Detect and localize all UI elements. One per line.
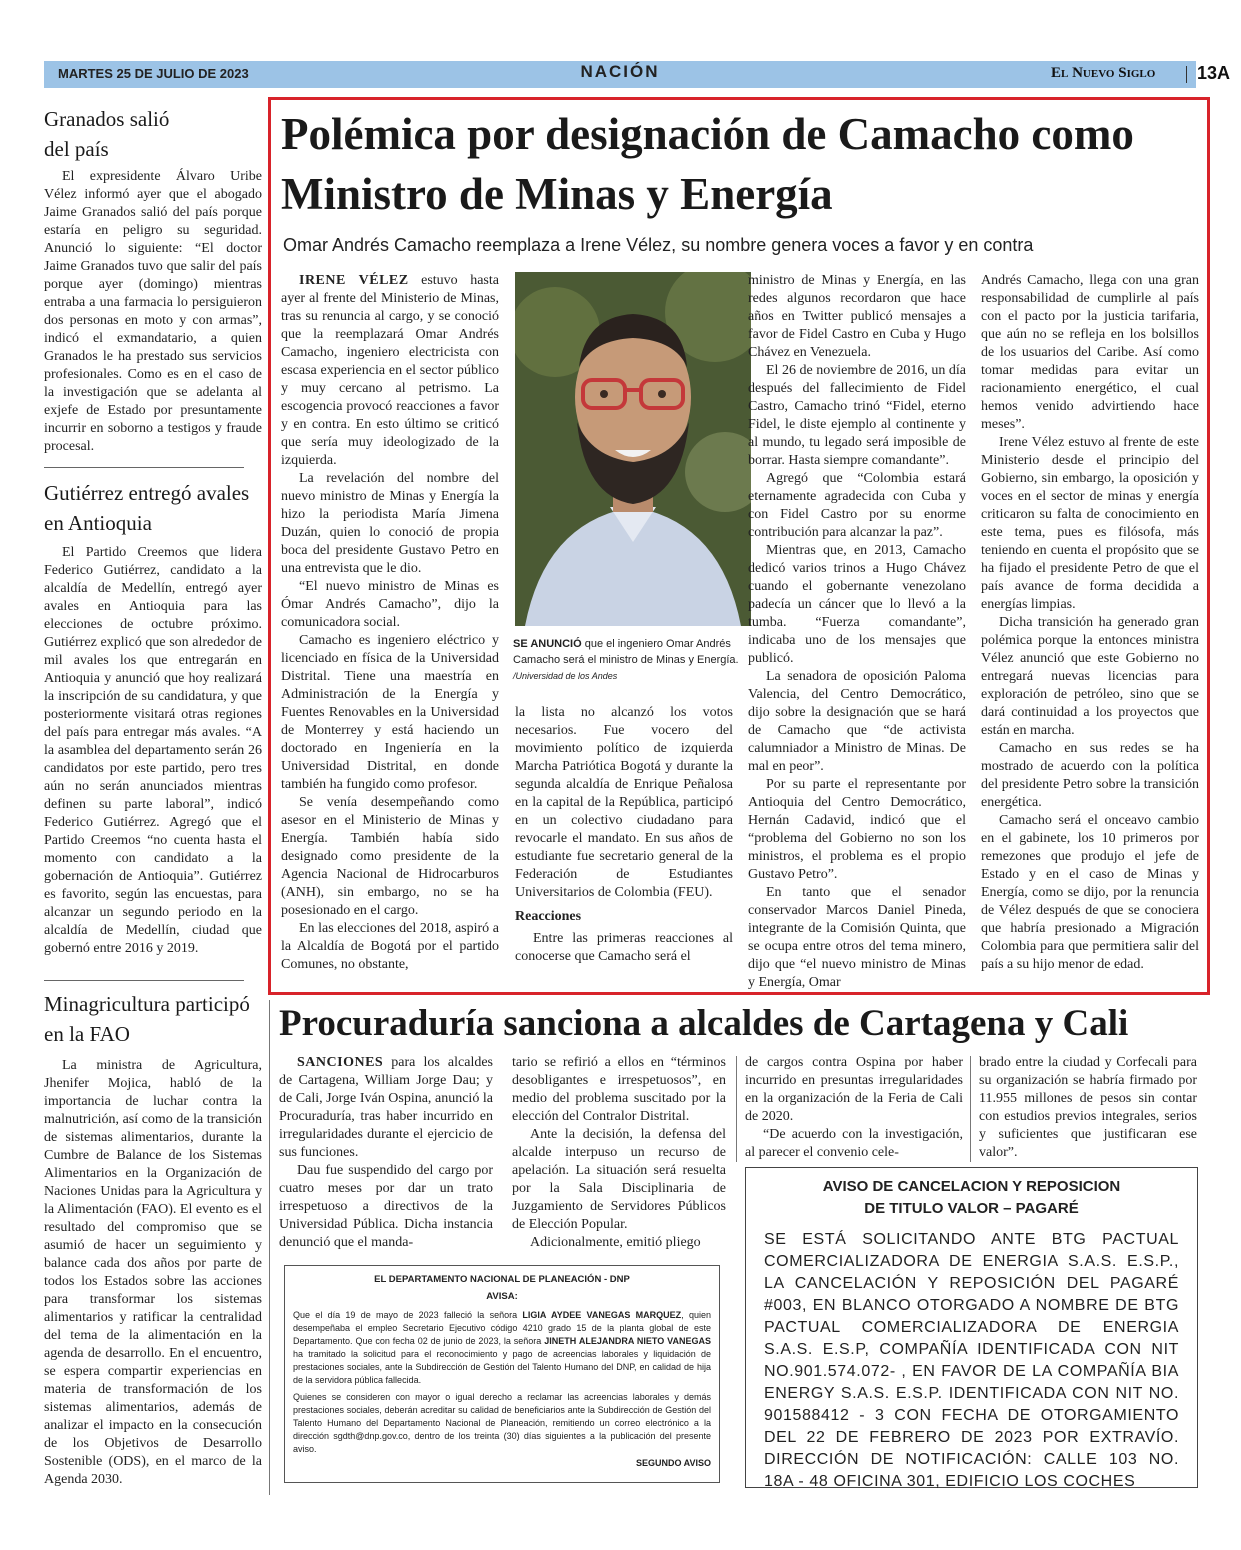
paragraph: En tanto que el senador conservador Marcos Daniel Pineda, integrante de la Comisión Quinta, que se ocupa entre otros del tema minero, dijo que “el nuevo ministro de Minas y Energía, Omar bbox=[748, 885, 966, 990]
paragraph: La revelación del nombre del nuevo ministro de Minas y Energía la hizo la periodista María Jimena Duzán, quien lo conoció de propia boca del presidente Gustavo Petro en una entrevista que le dio. bbox=[281, 471, 499, 576]
sidebar-story-body: La ministra de Agricultura, Jhenifer Mojica, habló de la importancia de luchar contra la malnutrición, así como de la transición de sistemas alimentarios, durante la Cumbre de Balance de los Sistemas Alimentarios en la Organización de Naciones Unidas para la Agricultura y la Alimentación (FAO). El evento es el resultado del compromiso que se asumió de hacer un seguimiento y balance cada dos años por parte de todos los Estados sobre las acciones para transformar los sistemas alimentarios y ratificar la centralidad del tema de la alimentación en la agenda de desarrollo. En el encuentro, se espera compartir experiencias en materia de transformación de los sistemas alimentarios, además de analizar el impacto en la consecución de los Objetivos de Desarrollo Sostenible (ODS), en el marco de la Agenda 2030. bbox=[44, 1058, 262, 1487]
page-number: 13A bbox=[1197, 63, 1231, 83]
main-headline: Polémica por designación de Camacho como Ministro de Minas y Energía bbox=[281, 109, 1134, 219]
paragraph: Se venía desempeñando como asesor en el Ministerio de Minas y Energía. También había sido designado como presidente de la Agencia Nacional de Hidrocarburos (ANH), sin embargo, no se ha posesionado en el cargo. bbox=[281, 795, 499, 918]
page-header bbox=[44, 61, 1231, 88]
minister-photo bbox=[515, 272, 751, 626]
paragraph: Adicionalmente, emitió pliego bbox=[530, 1235, 701, 1250]
second-headline: Procuraduría sanciona a alcaldes de Cartagena y Cali bbox=[279, 1003, 1129, 1044]
paragraph: Dau fue suspendido del cargo por cuatro meses por dar un trato irrespetuoso a directivos de la Universidad Pública. Dicha instancia denunció que el manda- bbox=[279, 1163, 493, 1250]
main-column-4 bbox=[981, 272, 1199, 974]
main-column-1 bbox=[281, 272, 499, 974]
paragraph: Andrés Camacho, llega con una gran responsabilidad de cumplirle al país con el pacto por la justicia tarifaria, que aún no se refleja en los bolsillos de los usuarios del Caribe. Así como tomar medidas para evitar un racionamiento energético, el cual hemos venido advirtiendo hace meses”. bbox=[981, 273, 1199, 432]
paragraph: Por su parte el representante por Antioquia del Centro Democrático, Hernán Cadavid, indicó que el “problema del Gobierno no son los ministros, el problema es el propio Gustavo Petro”. bbox=[748, 777, 966, 882]
notice-title: AVISO DE CANCELACION Y REPOSICION bbox=[822, 1178, 1121, 1195]
paragraph: Camacho es ingeniero eléctrico y licenciado en física de la Universidad Distrital. Tiene una maestría en Administración de la Energía y Fuentes Renovables en la Universidad de Monterrey y está haciendo un doctorado en Ingeniería en la Universidad Distrital, en donde también ha fungido como profesor. bbox=[281, 633, 499, 792]
second-column-2 bbox=[512, 1054, 726, 1252]
second-column-3 bbox=[745, 1054, 963, 1162]
paragraph: IRENE VÉLEZ estuvo hasta ayer al frente del Ministerio de Minas, tras su renuncia al cargo, y se conoció que la reemplazará Omar Andrés Camacho, ingeniero electricista con escasa experiencia en el sector público y muy cercano al petrismo. La escogencia provocó reacciones a favor y en contra. En esto último se criticó que sería muy ideologizado de la izquierda. bbox=[281, 273, 499, 468]
paragraph: Ante la decisión, la defensa del alcalde interpuso un recurso de apelación. La situación será resuelta por la Sala Disciplinaria de Juzgamiento de Servidores Públicos de Elección Popular. bbox=[512, 1127, 726, 1232]
second-column-4 bbox=[979, 1054, 1197, 1162]
caption-lead: SE ANUNCIÓ bbox=[513, 638, 582, 650]
newspaper-name: El Nuevo Siglo bbox=[1051, 65, 1156, 81]
main-subheadline: Omar Andrés Camacho reemplaza a Irene Vélez, su nombre genera voces a favor y en contra bbox=[283, 235, 1034, 255]
paragraph: de cargos contra Ospina por haber incurrido en presuntas irregularidades en la organización de la Feria de Cali de 2020. bbox=[745, 1055, 963, 1124]
paragraph: “El nuevo ministro de Minas es Ómar Andrés Camacho”, dijo la comunicadora social. bbox=[281, 579, 499, 630]
sidebar-story-gutierrez bbox=[44, 478, 262, 958]
paragraph: En las elecciones del 2018, aspiró a la Alcaldía de Bogotá por el partido Comunes, no obstante, bbox=[281, 921, 499, 972]
paragraph: La senadora de oposición Paloma Valencia, del Centro Democrático, dijo sobre la designación que se hará de Camacho que “de activista calumniador a Ministro de Minas. De mal en peor”. bbox=[748, 669, 966, 774]
sidebar-story-granados bbox=[44, 104, 262, 456]
paragraph: tario se refirió a ellos en “términos desobligantes e irrespetuosos”, en medio del problema suscitado por la elección del Contralor Distrital. bbox=[512, 1055, 726, 1124]
paragraph: la lista no alcanzó los votos necesarios. Fue vocero del movimiento político de izquierda Marcha Patriótica Bogotá y durante la segunda alcaldía de Enrique Peñalosa en la capital de la República, participó en un colectivo ciudadano para revocarle el mandato. En sus años de estudiante fue secretario general de la Federación de Estudiantes Universitarios de Colombia (FEU). bbox=[515, 705, 733, 900]
notice-signature: SEGUNDO AVISO bbox=[635, 1458, 711, 1468]
notice-paragraph: Quienes se consideren con mayor o igual derecho a reclamar las acreencias laborales y demás prestaciones sociales, deberán acreditar su calidad de beneficiarios ante la Subdirección de Gestión del Talento Humano del Departamento Nacional de Planeación, remitiendo un correo electrónico a la dirección sgdth@dnp.gov.co, dentro de los treinta (30) días siguientes a la publicación del presente aviso. bbox=[293, 1392, 711, 1454]
publication-date: MARTES 25 DE JULIO DE 2023 bbox=[58, 66, 249, 81]
photo-caption: SE ANUNCIÓ que el ingeniero Omar Andrés Camacho será el ministro de Minas y Energía. /Universidad de los Andes bbox=[513, 638, 739, 681]
notice-body: SE ESTÁ SOLICITANDO ANTE BTG PACTUAL COMERCIALIZADORA DE ENERGIA S.A.S. E.S.P., LA CANCELACIÓN Y REPOSICIÓN DEL PAGARÉ #003, EN BLANCO OTORGADO A NOMBRE DE BTG PACTUAL COMERCIALIZADORA DE ENERGIA S.A.S. E.S.P, COMPAÑÍA IDENTIFICADA CON NIT NO.901.574.072- , EN FAVOR DE LA COMPAÑÍA BIA ENERGY S.A.S. E.S.P. IDENTIFICADA CON NIT NO. 901588412 - 3 CON FECHA DE OTORGAMIENTO DEL 22 DE FEBRERO DE 2023 POR EXTRAVÍO. DIRECCIÓN DE NOTIFICACIÓN: CALLE 103 NO. 18A - 48 OFICINA 301, EDIFICIO LOS COCHES bbox=[764, 1231, 1179, 1490]
dnp-notice bbox=[284, 1265, 720, 1483]
column-divider bbox=[736, 1056, 737, 1162]
sidebar-story-title: Granados salió del país bbox=[44, 107, 170, 161]
second-column-1 bbox=[279, 1054, 493, 1252]
paragraph: Camacho será el onceavo cambio en el gabinete, los 10 primeros por remezones que produjo el jefe de Estado y en el caso de Minas y Energía, como se dijo, por la renuncia de Vélez después de que se conociera que habría presionado a Migración Colombia para que permitiera salir del país a su hijo menor de edad. bbox=[981, 813, 1199, 972]
column-divider bbox=[970, 1056, 971, 1162]
notice-subtitle: AVISA: bbox=[486, 1291, 518, 1302]
main-column-3 bbox=[748, 272, 966, 992]
photo-credit: /Universidad de los Andes bbox=[513, 671, 618, 681]
column-divider bbox=[269, 1000, 270, 1495]
paragraph: Irene Vélez estuvo al frente de este Ministerio desde el principio del Gobierno, sin embargo, la oposición y voces en el sector de minas y energía criticaron su falta de conocimiento en este tema, pues es filósofa, más teniendo en cuenta el propósito que se ha fijado el presidente Petro de que el país avance de forma decidida a energías limpias. bbox=[981, 435, 1199, 612]
main-column-2 bbox=[515, 704, 733, 966]
paragraph: El 26 de noviembre de 2016, un día después del fallecimiento de Fidel Castro, Camacho trinó “Fidel, eterno Fidel, le diste ejemplo al continente y al mundo, tu legado será imposible de borrar. Hasta siempre comandante”. bbox=[748, 363, 966, 468]
notice-title: EL DEPARTAMENTO NACIONAL DE PLANEACIÓN - DNP bbox=[374, 1274, 630, 1285]
notice-subtitle: DE TITULO VALOR – PAGARÉ bbox=[864, 1200, 1079, 1217]
paragraph: brado entre la ciudad y Corfecali para su organización se habría firmado por 11.955 millones de pesos sin contar con estudios previos integrales, serios y suficientes que justificaran ese valor”. bbox=[979, 1055, 1197, 1160]
portrait-illustration bbox=[515, 272, 751, 626]
sidebar-story-minagricultura bbox=[44, 989, 262, 1489]
paragraph: Camacho en sus redes se ha mostrado de acuerdo con la política del presidente Petro sobre la transición energética. bbox=[981, 741, 1199, 810]
paragraph: Dicha transición ha generado gran polémica porque la entonces ministra Vélez anunció que este Gobierno no entregará nuevas licencias para exploración de petróleo, sino que se dará continuidad a los proyectos que están en marcha. bbox=[981, 615, 1199, 738]
cancellation-notice bbox=[745, 1167, 1198, 1488]
sidebar-story-title: Gutiérrez entregó avales en Antioquia bbox=[44, 481, 250, 535]
crosshead: Reacciones bbox=[515, 909, 582, 924]
section-name: NACIÓN bbox=[580, 62, 660, 81]
sidebar-story-body: El Partido Creemos que lidera Federico Gutiérrez, candidato a la alcaldía de Medellín, entregó ayer avales en Antioquia para las elecciones de octubre próximo. Gutiérrez explicó que son alrededor de mil avales los que entregarán en Antioquia y anunció que hoy realizará la inscripción de su candidatura, y que posteriormente visitará otras regiones del país para entregar más avales. “A la asamblea del departamento serán 26 candidatos por este partido, pero tres aún no serán anunciados mientras definen su parte laboral”, indicó Federico Gutiérrez. Agregó que el Partido Creemos “no cuenta hasta el momento con candidato a la gobernación de Antioquia”. Gutiérrez es favorito, según las encuestas, para alcanzar un segundo periodo en la alcaldía de Medellín, ciudad que gobernó entre 2016 y 2019. bbox=[44, 545, 262, 956]
paragraph: “De acuerdo con la investigación, al parecer el convenio cele- bbox=[745, 1127, 963, 1160]
lead-in: IRENE VÉLEZ bbox=[299, 273, 409, 288]
paragraph: Agregó que “Colombia estará eternamente agradecida con Cuba y con Fidel Castro por su enorme contribución para alcanzar la paz”. bbox=[748, 471, 966, 540]
sidebar-story-title: Minagricultura participó en la FAO bbox=[44, 992, 250, 1046]
main-story bbox=[268, 97, 1210, 995]
paragraph: SANCIONES para los alcaldes de Cartagena, William Jorge Dau; y de Cali, Jorge Iván Ospina, anunció la Procuraduría, tras haber incurrido en irregularidades durante el ejercicio de sus funciones. bbox=[279, 1055, 493, 1160]
paragraph: Mientras que, en 2013, Camacho dedicó varios trinos a Hugo Chávez cuando el gobernante venezolano padecía un cáncer que lo llevó a la tumba. “Fuerza comandante”, indicaba uno de los mensajes que publicó. bbox=[748, 543, 966, 666]
paragraph: ministro de Minas y Energía, en las redes algunos recordaron que hace años en Twitter publicó mensajes a favor de Fidel Castro en Cuba y Hugo Chávez en Venezuela. bbox=[748, 273, 966, 360]
sidebar-rule bbox=[44, 467, 262, 468]
sidebar-story-body: El expresidente Álvaro Uribe Vélez informó ayer que el abogado Jaime Granados salió del país porque estaría en peligro su seguridad. Anunció lo siguiente: “El doctor Jaime Granados tuvo que salir del país porque ayer (domingo) mientras entraba a una farmacia lo persiguieron dos personas en moto y con armas”, indicó el exmandatario, a quien Granados le ha prestado sus servicios profesionales. Como es en el caso de la investigación que se adelanta al exjefe de Estado por presuntamente incurrir en soborno a testigos y fraude procesal. bbox=[44, 169, 262, 454]
paragraph: Entre las primeras reacciones al conocerse que Camacho será el bbox=[515, 931, 733, 964]
notice-paragraph: Que el día 19 de mayo de 2023 falleció la señora LIGIA AYDEE VANEGAS MARQUEZ, quien desempeñaba el empleo Secretario Ejecutivo código 4210 grado 15 de la planta global de este Departamento. Que con fecha 02 de junio de 2023, la señora JINETH ALEJANDRA NIETO VANEGAS ha tramitado la solicitud para el reconocimiento y pago de acreencias laborales y liquidación de prestaciones sociales, ante la Subdirección de Gestión del Talento Humano del DNP, en calidad de hija de la servidora pública fallecida. bbox=[293, 1310, 711, 1385]
sidebar-rule bbox=[44, 980, 262, 981]
header-divider bbox=[1186, 66, 1187, 83]
lead-in: SANCIONES bbox=[297, 1055, 384, 1070]
